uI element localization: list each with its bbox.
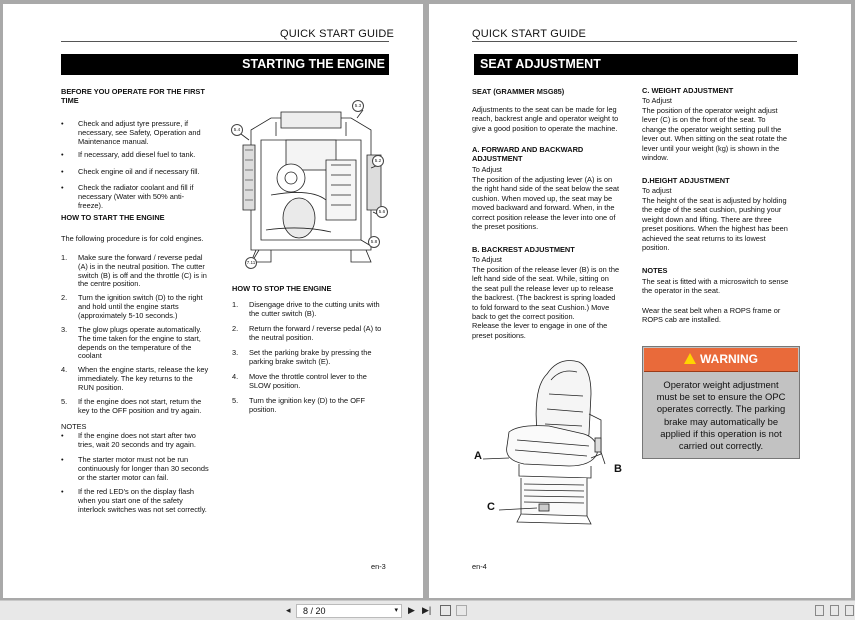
text-line: to fold forward to the seat Cushion.) Move <box>472 302 610 312</box>
item-text <box>249 397 365 415</box>
section-banner: SEAT ADJUSTMENT <box>474 54 798 75</box>
item-text <box>78 326 202 361</box>
page-number: en-4 <box>472 562 487 571</box>
text-line: The seat is fitted with a microswitch to sense <box>642 277 789 286</box>
how-stop-heading: HOW TO STOP THE ENGINE <box>232 284 332 293</box>
bullet-marker: • <box>61 455 64 464</box>
bullet-marker: • <box>61 183 64 192</box>
viewer-toolbar <box>0 600 855 620</box>
text-line: weight down and lifting. There are three <box>642 214 772 224</box>
engine-illustration <box>231 100 391 272</box>
page-display: 8 / 20 <box>303 606 326 616</box>
step-number: 2. <box>61 293 68 302</box>
text-line: Move the throttle control lever to the <box>249 372 367 381</box>
left-page <box>3 4 423 598</box>
text-line: Adjustments to the seat can be made for leg <box>472 105 617 114</box>
text-line: Disengage drive to the cutting units with <box>249 300 380 309</box>
step-number: 3. <box>232 348 239 357</box>
left-page-header: QUICK START GUIDE <box>280 28 395 40</box>
d-text <box>642 196 788 252</box>
text-line: interlock switches was not set correctly. <box>78 504 207 514</box>
a-text <box>472 175 619 231</box>
warning-icon <box>684 353 696 364</box>
callout-5-8: 5.8 <box>368 236 380 248</box>
text-line: preset positions. <box>472 330 526 340</box>
fit-width-icon[interactable] <box>830 605 839 616</box>
text-line: ADJUSTMENT <box>472 154 523 164</box>
fullscreen-icon[interactable] <box>845 605 854 616</box>
text-line: the operator in the seat. <box>642 286 721 296</box>
section-banner: STARTING THE ENGINE <box>61 54 389 75</box>
item-text <box>78 120 201 146</box>
first-page-icon[interactable]: ◂ <box>286 605 291 615</box>
last-page-icon[interactable]: ▶| <box>422 605 432 615</box>
text-line: key to the OFF position and try again. <box>78 405 202 415</box>
fit-page-icon[interactable] <box>815 605 824 616</box>
text-line: change the operator weight setting pull the <box>642 124 782 134</box>
text-line: achieved the seat returns to its lowest <box>642 233 766 243</box>
step-number: 1. <box>61 253 68 262</box>
warning-header <box>644 348 798 372</box>
step-number: 1. <box>232 300 239 309</box>
seat-label-a: A <box>474 450 482 462</box>
text-line: switch (B) is off and the throttle (C) is in <box>78 270 207 280</box>
text-line: tries, wait 20 seconds and try again. <box>78 439 196 449</box>
text-line: (approximately 5-10 seconds.) <box>78 310 178 320</box>
header-rule <box>61 41 389 42</box>
bullet-marker: • <box>61 119 64 128</box>
text-line: position. <box>642 243 670 253</box>
step-number: 4. <box>61 365 68 374</box>
text-line: The height of the seat is adjusted by holding <box>642 196 787 205</box>
c-heading: C. WEIGHT ADJUSTMENT <box>642 86 734 95</box>
text-line: when you start one of the safety <box>78 495 183 505</box>
text-line: or the starter motor can fail. <box>78 472 169 482</box>
item-text <box>78 432 196 450</box>
text-line: correct position release the lever into one of <box>472 212 616 222</box>
d-heading: D.HEIGHT ADJUSTMENT <box>642 176 730 185</box>
text-line: Turn the ignition key (D) to the OFF <box>249 396 365 405</box>
text-line: lever (C) is on the front of the seat. To <box>642 115 766 125</box>
text-line: the edge of the seat cushion, pushing your <box>642 205 782 215</box>
two-page-icon[interactable] <box>456 605 467 616</box>
text-line: The position of the release lever (B) is on the <box>472 265 620 274</box>
single-page-icon[interactable] <box>440 605 451 616</box>
chevron-down-icon[interactable]: ▾ <box>394 607 398 614</box>
text-line: Turn the ignition switch (D) to the right <box>78 293 203 302</box>
text-line: the centre position. <box>78 279 141 289</box>
page-selector[interactable] <box>296 604 402 618</box>
b-sub: To Adjust <box>472 255 502 264</box>
text-line: Wear the seat belt when a ROPS frame or <box>642 306 781 315</box>
step-number: 5. <box>61 397 68 406</box>
seat-label-c: C <box>487 501 495 513</box>
text-line: coolant <box>78 351 102 361</box>
text-line: Return the forward / reverse pedal (A) to <box>249 324 382 333</box>
text-line: lever until your weight (kg) is shown in the <box>642 143 780 153</box>
page-number: en-3 <box>371 562 386 571</box>
text-line: necessary, see Safety, Operation and <box>78 127 201 137</box>
item-text <box>249 301 380 319</box>
item-text <box>78 168 200 177</box>
text-line: back to get the correct position. <box>472 312 575 322</box>
text-line: ROPS cab are installed. <box>642 315 721 325</box>
text-line: brake may automatically be <box>663 415 779 427</box>
text-line: the neutral position. <box>249 332 314 342</box>
right-page-header: QUICK START GUIDE <box>472 28 587 40</box>
text-line: moved backward and forward. When, in the <box>472 203 615 213</box>
callout-5-2: 5.2 <box>372 155 384 167</box>
seat-intro <box>472 105 618 133</box>
step-number: 3. <box>61 325 68 334</box>
text-line: Check the radiator coolant and fill if <box>78 183 194 192</box>
text-line: lever out. When sitting on the seat rotate the <box>642 134 788 144</box>
text-line: depends on the temperature of the <box>78 342 192 352</box>
text-line: Check and adjust tyre pressure, if <box>78 119 189 128</box>
text-line: The position of the operator weight adjust <box>642 106 778 115</box>
text-line: SLOW position. <box>249 380 301 390</box>
notes-text <box>642 277 788 296</box>
text-line: the cutter switch (B). <box>249 308 317 318</box>
text-line: Make sure the forward / reverse pedal <box>78 253 203 262</box>
a-sub: To Adjust <box>472 165 502 174</box>
text-line: left hand side of the seat. While, sitting on <box>472 274 609 284</box>
text-line: If the engine does not start after two <box>78 431 196 440</box>
text-line: The position of the adjusting lever (A) is on <box>472 175 613 184</box>
item-text <box>78 398 201 416</box>
item-text <box>249 349 371 367</box>
notes-heading: NOTES <box>61 422 87 431</box>
text-line: the seat pull the release lever up to release <box>472 283 614 293</box>
text-line: position. <box>249 404 277 414</box>
text-line: the preset positions. <box>472 222 539 232</box>
next-page-icon[interactable]: ▶ <box>408 605 415 615</box>
item-text <box>78 456 209 482</box>
item-text <box>78 488 207 514</box>
c-sub: To Adjust <box>642 96 672 105</box>
text-line: applied if this operation is not <box>660 427 782 439</box>
bullet-marker: • <box>61 431 64 440</box>
item-text <box>249 373 367 391</box>
right-page <box>429 4 851 598</box>
notes-heading: NOTES <box>642 266 668 275</box>
text-line: The starter motor must not be run <box>78 455 189 464</box>
text-line: the right hand side of the seat below the seat <box>472 184 620 194</box>
callout-7-11: 7.11 <box>245 257 257 269</box>
bullet-marker: • <box>61 150 64 159</box>
text-line: A. FORWARD AND BACKWARD <box>472 145 584 154</box>
text-line: When the engine starts, release the key <box>78 365 209 374</box>
text-line: cushion. When moved up, the seat may be <box>472 193 613 203</box>
warning-title: WARNING <box>700 352 758 366</box>
text-line: and hold until the engine starts <box>78 301 179 311</box>
text-line: Check engine oil and if necessary fill. <box>78 167 200 176</box>
bullet-marker: • <box>61 167 64 176</box>
text-line: carried out correctly. <box>678 440 764 452</box>
text-line: The time taken for the engine to start, <box>78 333 201 343</box>
text-line: preset positions. When the highest has been <box>642 224 788 234</box>
text-line: Release the lever to engage in one of the <box>472 321 608 331</box>
item-text <box>78 294 203 320</box>
how-start-intro: The following procedure is for cold engines. <box>61 234 204 243</box>
step-number: 4. <box>232 372 239 381</box>
how-start-heading: HOW TO START THE ENGINE <box>61 213 165 222</box>
a-heading <box>472 145 583 164</box>
text-line: immediately. The key returns to the <box>78 373 193 383</box>
b-heading: B. BACKREST ADJUSTMENT <box>472 245 575 254</box>
text-line: Maintenance manual. <box>78 136 149 146</box>
text-line: If the red LED's on the display flash <box>78 487 195 496</box>
d-sub: To adjust <box>642 186 672 195</box>
text-line: (A) is in the neutral position. The cutter <box>78 261 205 271</box>
item-text <box>249 325 381 343</box>
warning-text <box>649 379 793 452</box>
bullet-marker: • <box>61 487 64 496</box>
warning-box <box>642 346 800 459</box>
item-text <box>78 184 193 210</box>
callout-5-3: 5.3 <box>352 100 364 112</box>
text-line: must be set to ensure the OPC <box>656 391 786 403</box>
text-line: the backrest. (The backrest is spring loaded <box>472 293 616 303</box>
text-line: The glow plugs operate automatically. <box>78 325 202 334</box>
seat-illustration <box>479 354 629 526</box>
text-line: necessary (Water with 50% anti- <box>78 191 185 201</box>
text-line: freeze). <box>78 200 104 210</box>
callout-5-4: 5.4 <box>231 124 243 136</box>
text-line: window. <box>642 153 669 163</box>
text-line: give a good position to operate the machine. <box>472 123 618 133</box>
text-line: If necessary, add diesel fuel to tank. <box>78 150 196 159</box>
seat-heading: SEAT (GRAMMER MSG85) <box>472 87 565 96</box>
c-text <box>642 106 787 162</box>
step-number: 5. <box>232 396 239 405</box>
header-rule <box>472 41 797 42</box>
text-line: operates correctly. The parking <box>656 403 786 415</box>
item-text <box>78 151 195 160</box>
item-text <box>78 366 208 392</box>
text-line: If the engine does not start, return the <box>78 397 202 406</box>
text-line: parking brake switch (E). <box>249 356 331 366</box>
text-line: Operator weight adjustment <box>663 379 779 390</box>
item-text <box>78 254 207 289</box>
b-text <box>472 265 619 340</box>
text-line: RUN position. <box>78 382 124 392</box>
text-line: Set the parking brake by pressing the <box>249 348 372 357</box>
text-line: reach, backrest angle and operator weight to <box>472 114 619 124</box>
before-heading: BEFORE YOU OPERATE FOR THE FIRST TIME <box>61 87 205 106</box>
step-number: 2. <box>232 324 239 333</box>
callout-5-6: 5.6 <box>376 206 388 218</box>
seat-label-b: B <box>614 463 622 475</box>
text-line: continuously for longer than 30 seconds <box>78 463 209 473</box>
notes-text-2 <box>642 306 780 325</box>
